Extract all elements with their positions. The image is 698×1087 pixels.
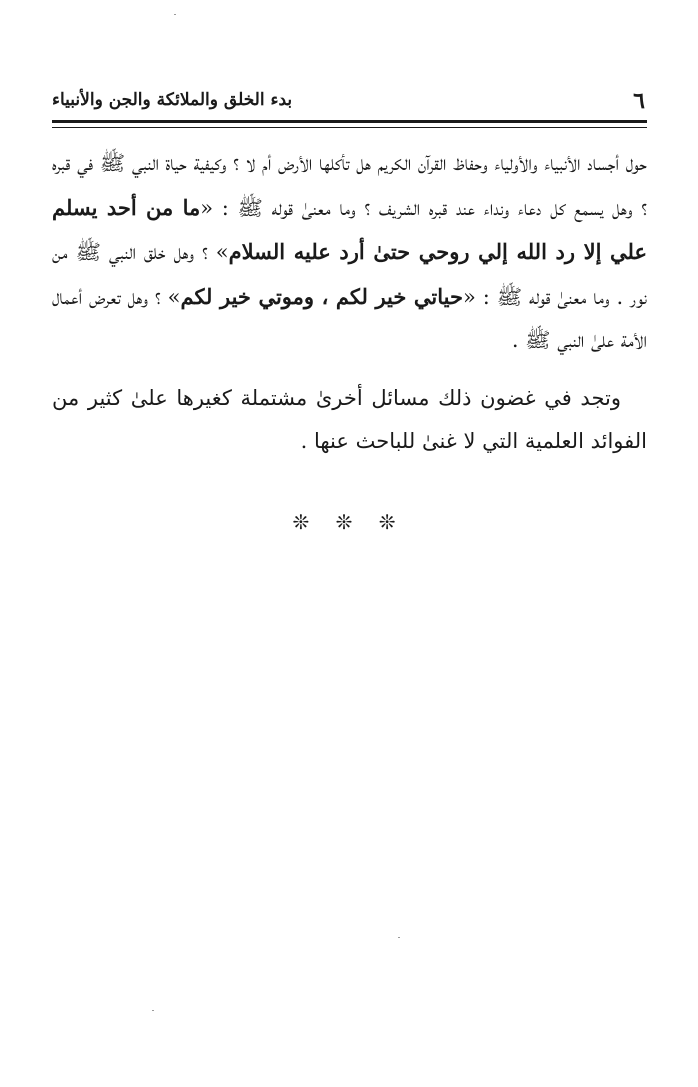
page-number: ٦: [633, 88, 645, 114]
body-text: [52, 142, 647, 464]
paragraph-1: [52, 142, 647, 363]
paragraph-1-text-b: » ؟ وهل خلق النبي ﷺ من نور . وما معنىٰ قوله ﷺ : «: [52, 240, 647, 309]
hadith-quote-1: ما من أحد يسلم علي إلا رد الله إلي روحي حتىٰ أرد عليه السلام: [52, 194, 647, 264]
hadith-quote-2: حياتي خير لكم ، وموتي خير لكم: [180, 283, 463, 309]
paragraph-1-text-c: » ؟ وهل تعرض أعمال الأمة علىٰ النبي ﷺ .: [52, 284, 647, 352]
paragraph-1-text-a: حول أجساد الأنبياء والأولياء وحفاظ القرآن الكريم هل تأكلها الأرض أم لا ؟ وكيفية حياة النبي ﷺ في قبره ؟ وهل يسمع كل دعاء ونداء عند قبره الشريف ؟ وما معنىٰ قوله ﷺ : «: [52, 151, 647, 220]
page-header: [52, 84, 647, 118]
scan-speck: [152, 1010, 154, 1011]
scan-speck: [398, 937, 400, 938]
running-title: بدء الخلق والملائكة والجن والأنبياء: [52, 90, 293, 110]
header-rule-thin: [52, 127, 647, 128]
scan-speck: [174, 14, 176, 15]
paragraph-2: وتجد في غضون ذلك مسائل أخرىٰ مشتملة كغيرها علىٰ كثير من الفوائد العلمية التي لا غنىٰ للباحث عنها .: [52, 385, 647, 453]
header-rule-thick: [52, 120, 647, 123]
section-separator: ❊ ❊ ❊: [292, 510, 406, 534]
